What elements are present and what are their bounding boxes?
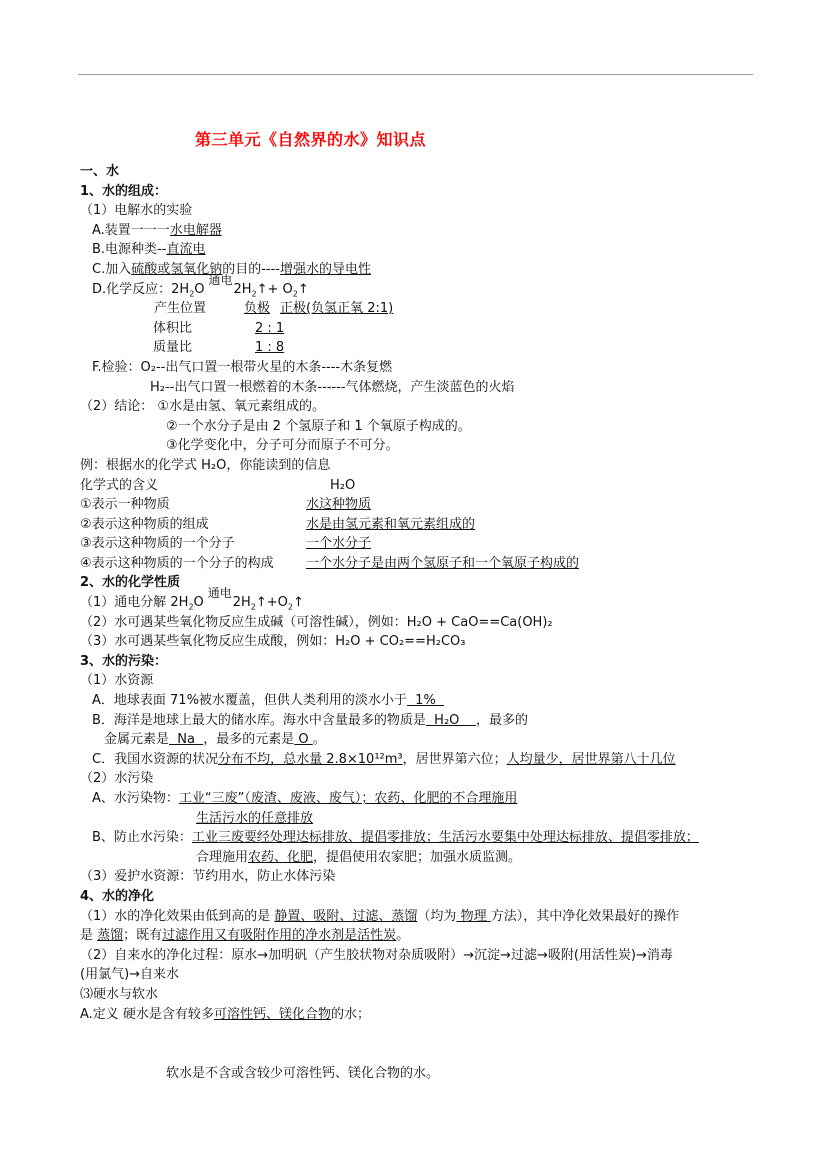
subsection-heading: 2、水的化学性质 — [80, 575, 181, 591]
text-line: F.检验：O₂--出气口置一根带火星的木条----木条复燃 — [92, 359, 393, 375]
text-line: 例：根据水的化学式 H₂O，你能读到的信息 — [80, 457, 331, 473]
text-line: 软水是不含或含较少可溶性钙、镁化合物的水。 — [166, 1066, 440, 1082]
text-line: A、水污染物：工业“三废”（废渣、废液、废气）；农药、化肥的不合理施用 — [92, 791, 518, 806]
text-line: A．地球表面 71%被水覆盖，但供人类利用的淡水小于 1% — [92, 693, 445, 709]
text-line: 质量比 1 : 8 — [153, 340, 285, 356]
text-line: 金属元素是 Na ，最多的元素是 O 。 — [104, 732, 326, 748]
reaction-condition: 通电 — [208, 272, 233, 287]
meaning-row: ①表示一种物质 水这种物质 — [80, 497, 372, 513]
reaction-line: （1）通电分解 $2H_2O$ 通电 $2H_2↑+O_2↑$ — [80, 586, 304, 612]
text-line: B、防止水污染：工业三废要经处理达标排放、提倡零排放；生活污水要集中处理达标排放、提倡零排放； — [92, 830, 699, 846]
meaning-row: ③表示这种物质的一个分子 一个水分子 — [80, 536, 372, 552]
reaction-condition: 通电 — [207, 586, 232, 601]
page-title: 第三单元《自然界的水》知识点 — [195, 130, 427, 149]
text-line: 合理施用农药、化肥，提倡使用农家肥；加强水质监测。 — [196, 849, 522, 865]
document-body — [80, 162, 760, 1084]
text-line: （2）自来水的净化过程：原水→加明矾（产生胶状物对杂质吸附）→沉淀→过滤→吸附(用活性炭)→消毒 — [80, 947, 673, 963]
subsection-heading: 1、水的组成： — [80, 183, 168, 199]
meaning-row: ②表示这种物质的组成 水是由氢元素和氧元素组成的 — [80, 516, 476, 532]
text-line: 生活污水的任意排放 — [196, 810, 314, 826]
text-line: （1）水资源 — [80, 673, 154, 689]
text-line: 是 蒸馏；既有过滤作用又有吸附作用的净水剂是活性炭。 — [80, 928, 410, 944]
text-line: （1）电解水的实验 — [80, 203, 193, 219]
text-line: ⑶硬水与软水 — [80, 986, 159, 1002]
text-line: （3）水可遇某些氧化物反应生成酸，例如：H₂O + CO₂==H₂CO₃ — [80, 634, 466, 650]
header-rule — [78, 74, 753, 75]
text-line: （1）水的净化效果由低到高的是 静置、吸附、过滤、蒸馏（均为 物理 方法），其中净化效果最好的操作 — [80, 908, 680, 924]
text-line: （2）结论： ①水是由氢、氧元素组成的。 — [80, 399, 326, 415]
subsection-heading: 3、水的污染： — [80, 653, 168, 669]
text-line: C.加入硫酸或氢氧化钠的目的----增强水的导电性 — [92, 261, 372, 277]
section-heading: 一、水 — [80, 164, 120, 179]
text-line: B．海洋是地球上最大的储水库。海水中含量最多的物质是 H₂O ，最多的 — [92, 712, 528, 728]
text-line: A.装置一一一水电解器 — [92, 222, 222, 238]
subsection-heading: 4、水的净化 — [80, 888, 155, 904]
blank-space — [80, 1024, 760, 1064]
text-line: A.定义 硬水是含有较多可溶性钙、镁化合物的水； — [80, 1006, 370, 1022]
text-line: ③化学变化中，分子可分而原子不可分。 — [166, 438, 399, 454]
text-line: B.电源种类--直流电 — [92, 242, 206, 258]
reaction-line: D.化学反应：$2H_2O$ 通电 $2H_2↑+$ $O_2↑$ — [92, 272, 309, 299]
text-line: C．我国水资源的状况分布不均，总水量 2.8×10¹²m³，居世界第六位；人均量少，居世界第八十几位 — [92, 751, 676, 767]
text-line: （3）爱护水资源：节约用水，防止水体污染 — [80, 869, 336, 885]
text-line: 产生位置 负极 正极(负氢正氧 2:1) — [154, 301, 394, 317]
text-line: ②一个水分子是由 2 个氢原子和 1 个氧原子构成的。 — [166, 418, 471, 434]
text-line: 体积比 2 : 1 — [153, 320, 285, 336]
meaning-row: ④表示这种物质的一个分子的构成 一个水分子是由两个氢原子和一个氧原子构成的 — [80, 555, 580, 571]
meaning-row: 化学式的含义 H₂O — [80, 477, 356, 493]
text-line: H₂--出气口置一根燃着的木条------气体燃烧，产生淡蓝色的火焰 — [150, 379, 515, 395]
text-line: (用氯气)→自来水 — [80, 967, 180, 983]
text-line: （2）水可遇某些氧化物反应生成碱（可溶性碱），例如：H₂O + CaO==Ca(OH)₂ — [80, 614, 553, 630]
text-line: （2）水污染 — [80, 771, 154, 787]
